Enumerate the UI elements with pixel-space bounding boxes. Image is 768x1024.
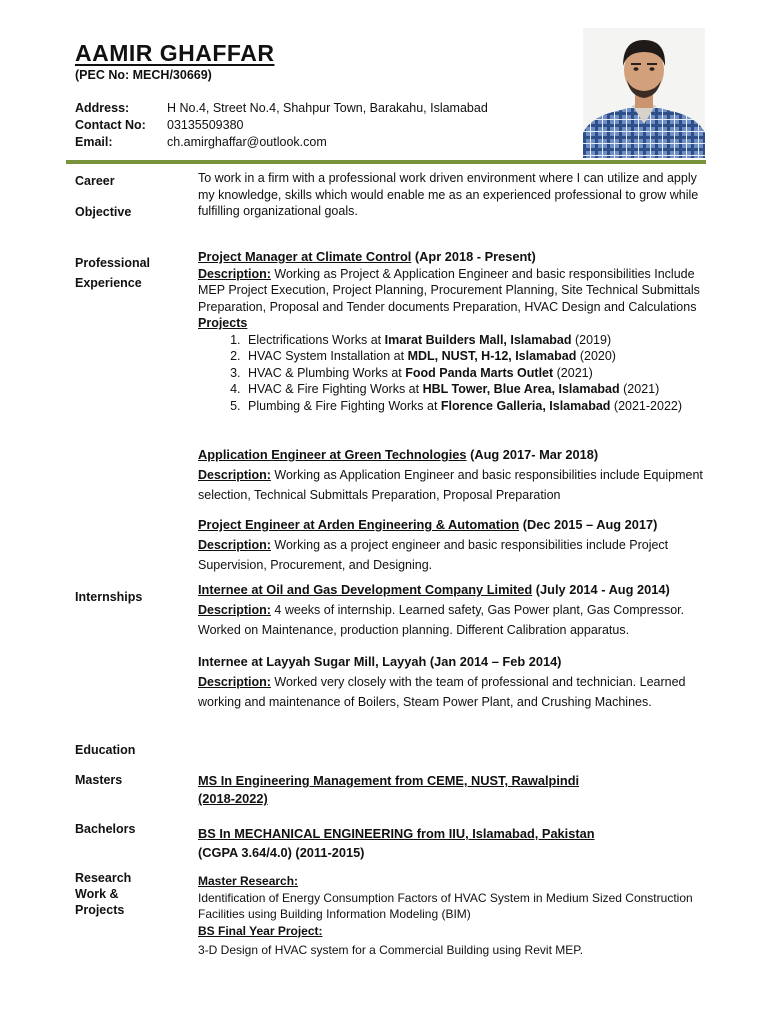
email-label: Email: xyxy=(75,135,113,149)
job-description: Working as Project & Application Engineer and basic responsibilities Include MEP Project Execution, Project Planning, Procurement Planning, Site Technical Submittals Preparation, Proposal and Tender documents Preparation, HVAC Design and Calculations xyxy=(198,266,700,314)
masters-years: (2018-2022) xyxy=(198,791,268,806)
bs-project-text: 3-D Design of HVAC system for a Commercial Building using Revit MEP. xyxy=(198,943,584,957)
profile-photo xyxy=(583,28,705,158)
job-title: Project Manager at Climate Control xyxy=(198,249,412,264)
internships-label: Internships xyxy=(75,590,143,604)
bachelors-details: (CGPA 3.64/4.0) (2011-2015) xyxy=(198,845,365,860)
internship-description: 4 weeks of internship. Learned safety, Gas Power plant, Gas Compressor. Worked on Maintenance, production planning. Different Calibration apparatus. xyxy=(198,603,685,637)
internship-description: Worked very closely with the team of professional and technician. Learned working and maintenance of Boilers, Steam Power Plant, and Crushing Machines. xyxy=(198,675,686,709)
email-value: ch.amirghaffar@outlook.com xyxy=(167,135,327,149)
projects-list xyxy=(198,332,708,415)
internship-title: Internee at Layyah Sugar Mill, Layyah (Jan 2014 – Feb 2014) xyxy=(198,654,562,669)
bachelors-label: Bachelors xyxy=(75,822,136,836)
education-label: Education xyxy=(75,743,136,757)
job-dates: (Aug 2017- Mar 2018) xyxy=(466,447,599,462)
projects-label: Projects xyxy=(198,316,248,330)
description-label: Description: xyxy=(198,538,271,552)
job-title: Application Engineer at Green Technologies xyxy=(198,447,467,462)
candidate-name: AAMIR GHAFFAR xyxy=(75,40,275,66)
master-research-label: Master Research: xyxy=(198,874,299,888)
experience-label: Experience xyxy=(75,276,142,290)
job-description: Working as a project engineer and basic responsibilities include Project Supervision, Procurement, and Designing. xyxy=(198,538,669,572)
job-title: Project Engineer at Arden Engineering & Automation xyxy=(198,517,520,532)
job-description: Working as Application Engineer and basic responsibilities include Equipment selection, Technical Submittals Preparation, Proposal Preparation xyxy=(198,468,703,502)
list-item: 2. HVAC System Installation at MDL, NUST, H-12, Islamabad (2020) xyxy=(244,348,708,365)
master-research-text: Identification of Energy Consumption Factors of HVAC System in Medium Sized Construction Facilities using Building Information Modeling (BIM) xyxy=(198,890,693,921)
internship-entry xyxy=(198,652,708,712)
career-label: Career xyxy=(75,174,115,188)
masters-label: Masters xyxy=(75,773,123,787)
career-objective-text: To work in a firm with a professional work driven environment where I can utilize and apply my knowledge, skills which would enable me as an experienced professional to grow while fulfilling organizational goals. xyxy=(198,171,699,218)
internship-entry xyxy=(198,580,708,640)
description-label: Description: xyxy=(198,603,271,617)
contact-value: 03135509380 xyxy=(167,118,244,132)
masters-title: MS In Engineering Management from CEME, NUST, Rawalpindi xyxy=(198,773,580,788)
research-label: Research Work & Projects xyxy=(75,871,132,917)
list-item: 3. HVAC & Plumbing Works at Food Panda Marts Outlet (2021) xyxy=(244,365,708,382)
internship-dates: (July 2014 - Aug 2014) xyxy=(532,582,670,597)
job-entry xyxy=(198,445,708,505)
contact-label: Contact No: xyxy=(75,118,146,132)
objective-label: Objective xyxy=(75,205,132,219)
list-item: 5. Plumbing & Fire Fighting Works at Florence Galleria, Islamabad (2021-2022) xyxy=(244,398,708,415)
job-entry xyxy=(198,249,708,414)
internship-title: Internee at Oil and Gas Development Company Limited xyxy=(198,582,533,597)
description-label: Description: xyxy=(198,675,271,689)
list-item: 1. Electrifications Works at Imarat Builders Mall, Islamabad (2019) xyxy=(244,332,708,349)
description-label: Description: xyxy=(198,266,271,281)
description-label: Description: xyxy=(198,468,271,482)
research-section xyxy=(198,873,708,959)
bachelors-title: BS In MECHANICAL ENGINEERING from IIU, Islamabad, Pakistan xyxy=(198,826,595,841)
job-entry xyxy=(198,515,708,575)
masters-degree xyxy=(198,772,708,808)
address-value: H No.4, Street No.4, Shahpur Town, Barakahu, Islamabad xyxy=(167,101,488,115)
address-label: Address: xyxy=(75,101,130,115)
bs-project-label: BS Final Year Project: xyxy=(198,923,323,938)
header-divider xyxy=(66,160,706,164)
bachelors-degree xyxy=(198,824,708,862)
list-item: 4. HVAC & Fire Fighting Works at HBL Tower, Blue Area, Islamabad (2021) xyxy=(244,381,708,398)
pec-number: (PEC No: MECH/30669) xyxy=(75,68,212,82)
job-dates: (Apr 2018 - Present) xyxy=(414,249,536,264)
job-dates: (Dec 2015 – Aug 2017) xyxy=(519,517,658,532)
professional-label: Professional xyxy=(75,256,151,270)
